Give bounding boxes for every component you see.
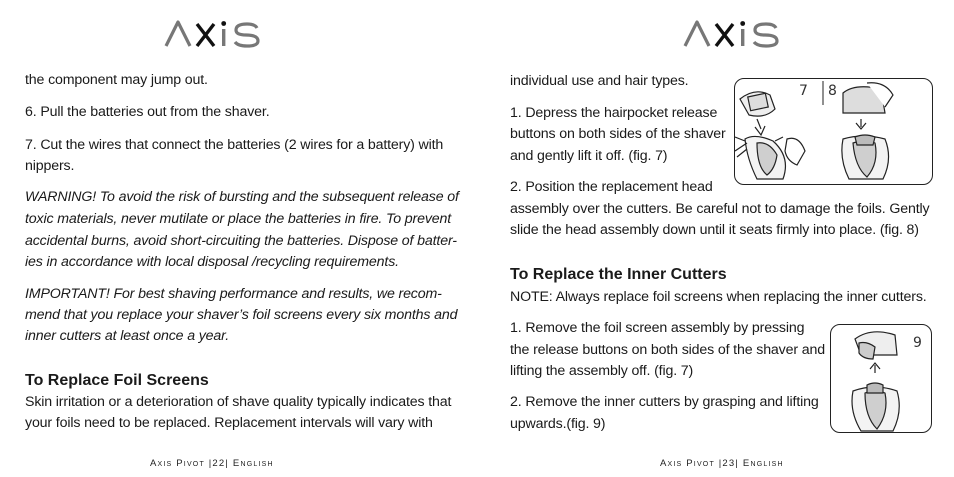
important-line-2: mend that you replace your shaver’s foil screens every six months and	[25, 307, 458, 323]
fig-label-8: 8	[828, 83, 837, 99]
figure-9	[830, 324, 932, 433]
axis-logo	[162, 16, 272, 50]
figure-7-8	[734, 78, 933, 185]
body-text: the component may jump out.	[25, 72, 208, 88]
axis-logo	[681, 16, 791, 50]
foil-para-line-2: your foils need to be replaced. Replacement intervals will vary with	[25, 415, 433, 431]
note: NOTE: Always replace foil screens when replacing the inner cutters.	[510, 289, 927, 305]
foil-para-line-1: Skin irritation or a deterioration of shave quality typically indicates that	[25, 394, 452, 410]
step-1-line-1: 1. Depress the hairpocket release	[510, 105, 718, 121]
step-7-line-2: nippers.	[25, 158, 75, 174]
page-footer-left: Axis Pivot |22| English	[150, 458, 274, 469]
inner-step-1-line-2: the release buttons on both sides of the shaver and	[510, 342, 825, 358]
step-6: 6. Pull the batteries out from the shaver.	[25, 104, 270, 120]
warning-line-4: ies in accordance with local disposal /recycling requirements.	[25, 254, 399, 270]
inner-step-2-line-2: upwards.(fig. 9)	[510, 416, 606, 432]
important-line-1: IMPORTANT! For best shaving performance and results, we recom-	[25, 286, 442, 302]
step-7-line-1: 7. Cut the wires that connect the batteries (2 wires for a battery) with	[25, 137, 444, 153]
step-2-line-2: assembly over the cutters. Be careful not to damage the foils. Gently	[510, 201, 930, 217]
inner-step-1-line-3: lifting the assembly off. (fig. 7)	[510, 363, 694, 379]
heading-replace-foil-screens: To Replace Foil Screens	[25, 372, 209, 389]
heading-replace-inner-cutters: To Replace the Inner Cutters	[510, 266, 727, 283]
warning-line-3: accidental burns, avoid short-circuiting the batteries. Dispose of batter-	[25, 233, 457, 249]
step-2-line-3: slide the head assembly down until it seats firmly into place. (fig. 8)	[510, 222, 919, 238]
shaver-illustration-fig-7-8	[735, 79, 932, 184]
right-page	[477, 0, 954, 477]
body-text: individual use and hair types.	[510, 73, 689, 89]
page-footer-right: Axis Pivot |23| English	[660, 458, 784, 469]
fig-label-7: 7	[799, 83, 808, 99]
step-1-line-3: and gently lift it off. (fig. 7)	[510, 148, 668, 164]
warning-line-2: toxic materials, never mutilate or place the batteries in fire. To prevent	[25, 211, 452, 227]
shaver-illustration-fig-9	[831, 325, 931, 432]
fig-label-9: 9	[913, 335, 922, 351]
warning-line-1: WARNING! To avoid the risk of bursting and the subsequent release of	[25, 189, 459, 205]
inner-step-2-line-1: 2. Remove the inner cutters by grasping and lifting	[510, 394, 819, 410]
inner-step-1-line-1: 1. Remove the foil screen assembly by pressing	[510, 320, 805, 336]
step-1-line-2: buttons on both sides of the shaver	[510, 126, 726, 142]
important-line-3: inner cutters at least once a year.	[25, 328, 229, 344]
step-2-line-1: 2. Position the replacement head	[510, 179, 713, 195]
